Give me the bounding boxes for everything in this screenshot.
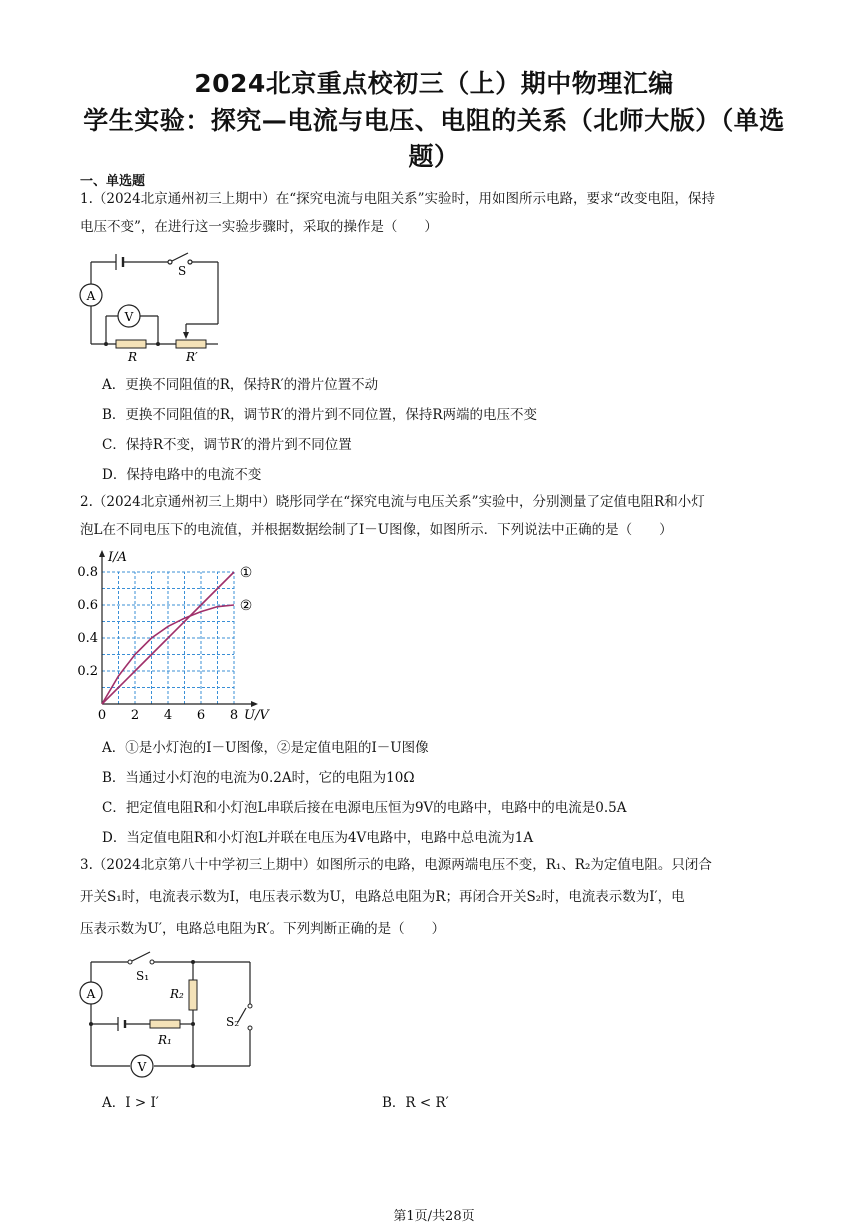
question-2-option-c[interactable]: C．把定值电阻R和小灯泡L串联后接在电源电压恒为9V的电路中，电路中的电流是0.5A: [102, 800, 627, 816]
question-1-option-b[interactable]: B．更换不同阻值的R，调节R′的滑片到不同位置，保持R两端的电压不变: [102, 407, 537, 423]
rheostat-label: R′: [186, 350, 198, 364]
question-3-text-cont2: 压表示数为U′，电路总电阻为R′。下列判断正确的是（ ）: [80, 921, 446, 937]
page-title: 2024北京重点校初三（上）期中物理汇编: [194, 69, 674, 98]
y-tick-label: 0.8: [77, 565, 98, 580]
question-3-circuit-diagram: [78, 948, 268, 1083]
s1-label: S₁: [136, 969, 150, 983]
iu-chart: [72, 546, 282, 728]
ammeter-symbol: A: [86, 289, 96, 303]
page-subtitle-continued: 题）: [408, 142, 460, 171]
ammeter-symbol-3: A: [86, 987, 96, 1001]
y-axis-arrow: [99, 550, 105, 557]
x-tick-label: 2: [130, 708, 140, 723]
voltmeter-symbol: V: [124, 310, 134, 324]
y-tick-label: 0.4: [77, 631, 98, 646]
question-1-text-cont: 电压不变”，在进行这一实验步骤时，采取的操作是（ ）: [80, 219, 438, 235]
x-axis-label: U/V: [244, 708, 269, 723]
question-1-option-d[interactable]: D．保持电路中的电流不变: [102, 467, 262, 483]
question-3-option-a[interactable]: A．I > I′: [102, 1095, 159, 1111]
y-tick-label: 0.6: [77, 598, 98, 613]
x-tick-label: 8: [229, 708, 239, 723]
x-tick-label: 4: [163, 708, 173, 723]
question-1-option-a[interactable]: A．更换不同阻值的R，保持R′的滑片位置不动: [102, 377, 379, 393]
series-label-1: ①: [239, 565, 253, 581]
page-footer: 第1页/共28页: [393, 1209, 475, 1224]
voltmeter-symbol-3: V: [137, 1060, 147, 1074]
question-2-option-d[interactable]: D．当定值电阻R和小灯泡L并联在电压为4V电路中，电路中总电流为1A: [102, 830, 534, 846]
x-tick-label: 0: [97, 708, 107, 723]
question-2-option-a[interactable]: A．①是小灯泡的I－U图像，②是定值电阻的I－U图像: [102, 740, 429, 756]
question-3-option-b[interactable]: B．R < R′: [382, 1095, 449, 1111]
r2-label: R₂: [170, 987, 184, 1001]
question-3-text-cont: 开关S₁时，电流表示数为I，电压表示数为U，电路总电阻为R；再闭合开关S₂时，电流表示数为I′，电: [80, 889, 685, 905]
switch-label: S: [178, 264, 187, 278]
x-tick-label: 6: [196, 708, 206, 723]
series-label-2: ②: [239, 598, 253, 614]
r1-label: R₁: [158, 1033, 172, 1047]
y-tick-label: 0.2: [77, 664, 98, 679]
question-1-text: 1.（2024北京通州初三上期中）在“探究电流与电阻关系”实验时，用如图所示电路，要求“改变电阻，保持: [80, 191, 715, 207]
x-axis-arrow: [251, 701, 258, 707]
question-1-circuit-diagram: [78, 244, 228, 364]
section-heading: 一、单选题: [80, 174, 146, 189]
question-2-text: 2.（2024北京通州初三上期中）晓彤同学在“探究电流与电压关系”实验中，分别测量了定值电阻R和小灯: [80, 494, 705, 510]
question-2-option-b[interactable]: B．当通过小灯泡的电流为0.2A时，它的电阻为10Ω: [102, 770, 415, 786]
resistor-label: R: [128, 350, 138, 364]
y-axis-label: I/A: [108, 550, 127, 565]
s2-label: S₂: [226, 1015, 240, 1029]
page-subtitle: 学生实验：探究—电流与电压、电阻的关系（北师大版）（单选: [83, 106, 785, 135]
question-1-option-c[interactable]: C．保持R不变，调节R′的滑片到不同位置: [102, 437, 352, 453]
question-3-text: 3.（2024北京第八十中学初三上期中）如图所示的电路，电源两端电压不变，R₁、R₂为定值电阻。只闭合: [80, 857, 712, 873]
question-2-text-cont: 泡L在不同电压下的电流值，并根据数据绘制了I－U图像，如图所示．下列说法中正确的是（ ）: [80, 522, 673, 538]
